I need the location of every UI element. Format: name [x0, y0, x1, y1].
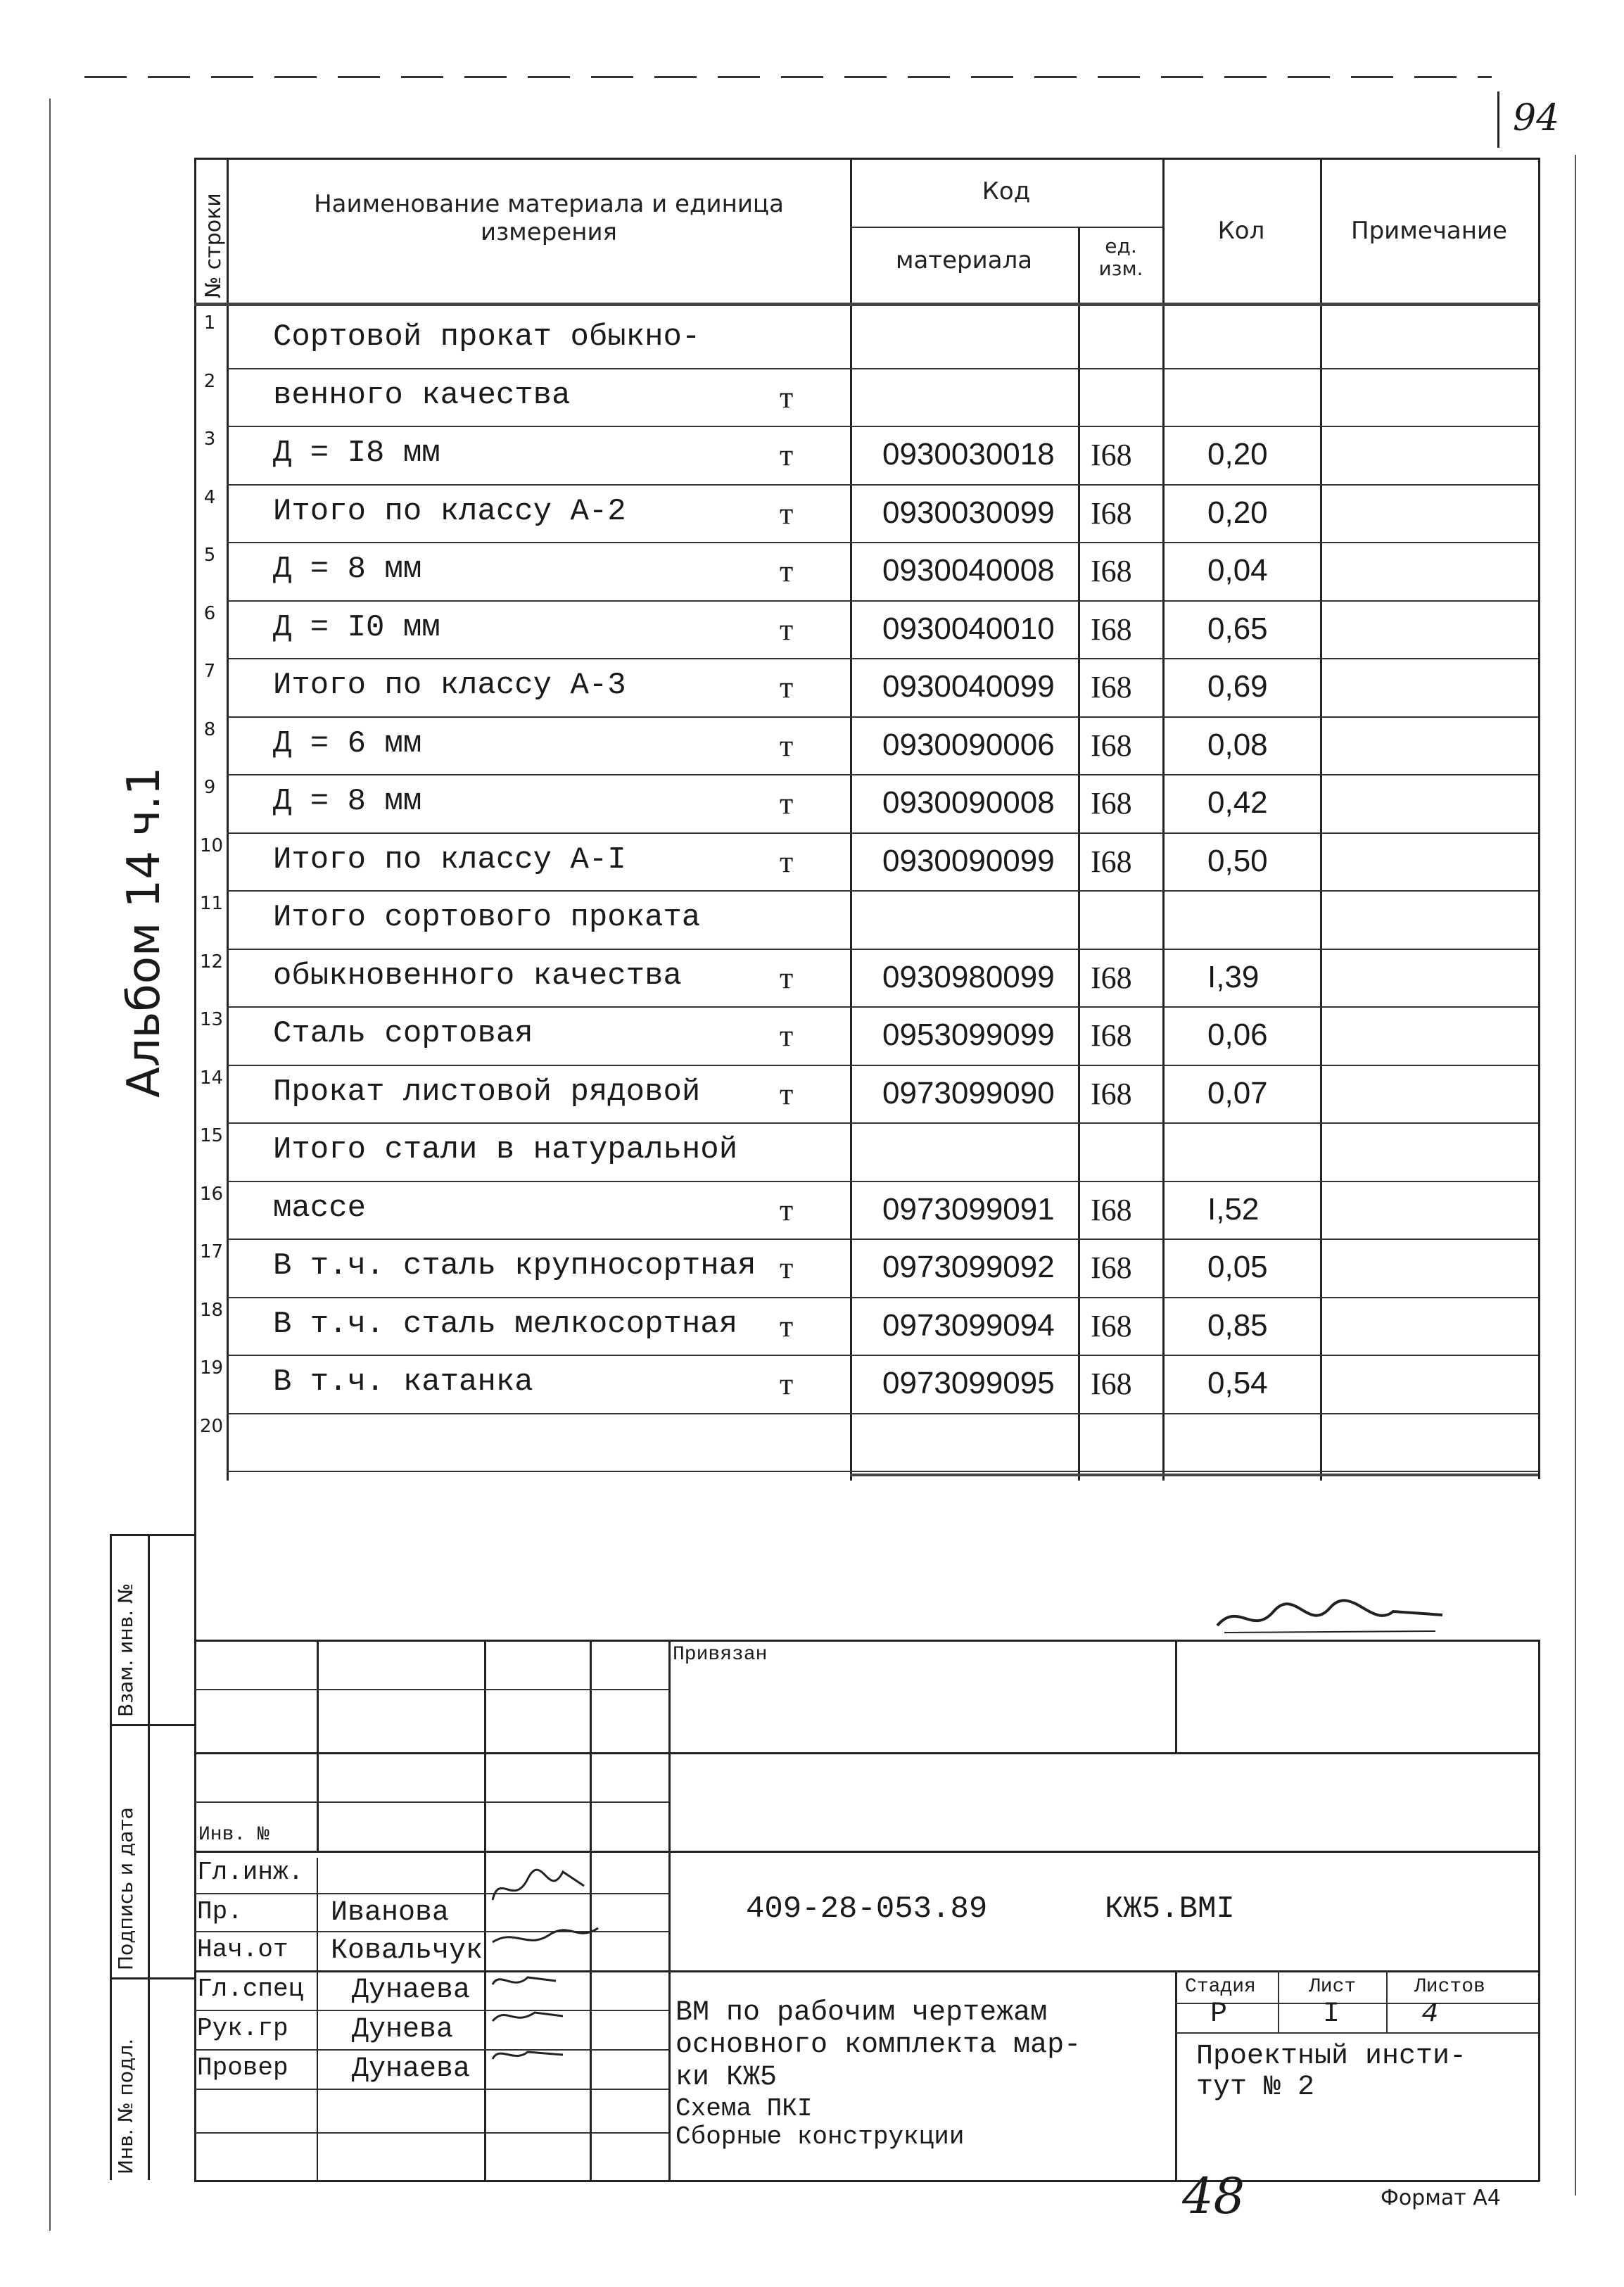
row-line	[227, 1065, 1538, 1066]
staff-role-1: Гл.инж.	[197, 1858, 304, 1887]
row-number: 7	[203, 661, 216, 682]
header-row-no: № строки	[201, 193, 226, 298]
code-divider	[1078, 227, 1080, 1481]
row-qty: 0,42	[1207, 785, 1268, 820]
top-right-signature	[1210, 1597, 1449, 1640]
row-ed: I68	[1091, 1367, 1132, 1401]
row-line	[227, 774, 1538, 775]
header-unit: ед. изм.	[1098, 234, 1143, 280]
row-ed: I68	[1091, 554, 1132, 588]
row-ed: I68	[1091, 438, 1132, 472]
row-qty: 0,07	[1207, 1075, 1268, 1110]
row-qty: 0,50	[1207, 843, 1268, 878]
row-ed: I68	[1091, 1192, 1132, 1227]
row-line	[227, 426, 1538, 427]
row-line	[227, 949, 1538, 950]
row-unit: т	[780, 728, 794, 763]
staff-line-b	[194, 1752, 1540, 1754]
row-ed: I68	[1091, 1308, 1132, 1343]
staff-line-g	[194, 1970, 1540, 1972]
staff-role-3: Нач.от	[197, 1935, 288, 1964]
row-code: 0953099099	[882, 1018, 1055, 1052]
row-code: 0930090008	[882, 785, 1055, 820]
row-code: 0930040099	[882, 669, 1055, 704]
row-line	[227, 600, 1538, 602]
staff-line-c	[194, 1801, 668, 1803]
row-name: Д = 8 мм	[273, 784, 422, 819]
row-qty: 0,65	[1207, 611, 1268, 646]
table-top-border	[194, 158, 1540, 160]
row-line	[227, 1413, 1538, 1414]
row-number: 16	[200, 1183, 224, 1205]
staff-line-d	[194, 1851, 1540, 1853]
row-line	[227, 658, 1538, 659]
header-name: Наименование материала и единица измерения	[314, 190, 784, 246]
header-code: Код	[982, 177, 1031, 205]
row-number: 6	[203, 602, 216, 624]
row-line	[227, 1297, 1538, 1298]
desc-line-2: основного комплекта мар-	[675, 2029, 1081, 2061]
row-line	[227, 1006, 1538, 1008]
header-material: материала	[895, 246, 1033, 274]
label-inv-replace: Взам. инв. №	[114, 1583, 137, 1717]
row-number: 19	[200, 1357, 224, 1379]
row-ed: I68	[1091, 1250, 1132, 1285]
top-dashed-border	[84, 76, 1492, 78]
row-qty: 0,20	[1207, 495, 1268, 530]
row-ed: I68	[1091, 960, 1132, 995]
row-unit: т	[780, 1308, 794, 1343]
row-ed: I68	[1091, 786, 1132, 821]
right-margin-line	[1575, 155, 1576, 2196]
stamp-row-3	[110, 1977, 194, 1979]
row-unit: т	[780, 495, 794, 531]
row-number: 12	[200, 951, 224, 973]
doc-code: 409-28-053.89	[746, 1892, 988, 1927]
stage-col-2	[1386, 1970, 1388, 2032]
row-qty: 0,06	[1207, 1018, 1268, 1052]
stage-left	[1175, 1970, 1177, 2180]
row-unit: т	[780, 786, 794, 821]
row-line	[227, 716, 1538, 718]
row-line	[227, 1355, 1538, 1356]
rownum-divider	[227, 158, 229, 1481]
row-unit: т	[780, 1076, 794, 1111]
row-name: Итого по классу А-2	[273, 493, 626, 529]
name-divider	[850, 158, 852, 1481]
sheets-value: 4	[1421, 1998, 1439, 2030]
sheet-value: I	[1323, 1998, 1340, 2030]
label-inv-orig: Инв. № подл.	[114, 2038, 137, 2174]
row-code: 0973099091	[882, 1191, 1055, 1227]
row-ed: I68	[1091, 495, 1132, 531]
row-code: 0930040010	[882, 611, 1055, 646]
staff-role-5: Рук.гр	[197, 2014, 288, 2043]
row-qty: 0,54	[1207, 1366, 1268, 1400]
row-name: Прокат листовой рядовой	[273, 1074, 701, 1110]
row-name: Итого сортового проката	[273, 900, 701, 935]
page-number-bar	[1497, 91, 1499, 148]
institute-line-2: тут № 2	[1196, 2072, 1315, 2103]
row-name: Д = I0 мм	[273, 609, 440, 645]
row-name: Д = 8 мм	[273, 552, 422, 587]
row-qty: 0,08	[1207, 727, 1268, 762]
header-qty: Кол	[1217, 217, 1265, 245]
lower-bottom-line	[194, 2180, 1540, 2182]
row-line	[227, 832, 1538, 834]
header-bottom-border	[194, 303, 1540, 306]
row-number: 9	[203, 777, 216, 798]
left-margin-line	[49, 99, 51, 2231]
stage-col-1	[1278, 1970, 1279, 2032]
staff-col-1	[317, 1640, 319, 1851]
row-code: 0973099092	[882, 1250, 1055, 1284]
row-line	[227, 368, 1538, 369]
staff-line-k	[194, 2132, 668, 2134]
row-number: 13	[200, 1009, 224, 1030]
staff-line-j	[194, 2089, 668, 2090]
row-qty: I,52	[1207, 1191, 1260, 1227]
label-sign-date: Подпись и дата	[114, 1807, 137, 1970]
row-line	[227, 890, 1538, 892]
institute-line-1: Проектный инсти-	[1196, 2041, 1467, 2072]
album-label: Альбом 14 ч.1	[118, 766, 170, 1098]
row-code: 0930090006	[882, 727, 1055, 762]
row-number: 1	[203, 312, 216, 334]
row-code: 0973099094	[882, 1307, 1055, 1343]
row-code: 0930090099	[882, 843, 1055, 878]
row-qty: 0,04	[1207, 553, 1268, 588]
table-left-border	[194, 158, 196, 2180]
row-ed: I68	[1091, 612, 1132, 647]
row-name: Итого по классу А-I	[273, 842, 626, 878]
row-name: массе	[273, 1190, 367, 1226]
row-qty: 0,20	[1207, 437, 1268, 471]
stage-header-line	[1175, 2003, 1538, 2004]
row-unit: т	[780, 554, 794, 588]
staff-name-5: Дунева	[352, 2014, 454, 2046]
sheet-label: Лист	[1309, 1976, 1357, 1998]
privyazan-label: Привязан	[673, 1644, 768, 1666]
stamp-col-mid	[148, 1534, 150, 2180]
desc-line-4: Схема ПКI	[675, 2094, 813, 2123]
row-ed: I68	[1091, 670, 1132, 704]
desc-line-1: ВМ по рабочим чертежам	[675, 1997, 1048, 2029]
table-bottom-border	[850, 1474, 1538, 1476]
row-line	[227, 1471, 1538, 1472]
row-name: Сортовой прокат обыкно-	[273, 319, 701, 355]
row-number: 11	[200, 893, 224, 914]
staff-role-2: Пр.	[197, 1897, 243, 1926]
row-qty: I,39	[1207, 959, 1260, 994]
staff-name-2: Иванова	[331, 1897, 450, 1929]
staff-name-6: Дунаева	[352, 2053, 471, 2085]
inv-no-label: Инв. №	[198, 1824, 269, 1846]
row-unit: т	[780, 960, 794, 995]
row-name: Сталь сортовая	[273, 1016, 533, 1051]
desc-line-3: ки КЖ5	[675, 2062, 778, 2093]
row-code: 0973099090	[882, 1075, 1055, 1110]
header-note: Примечание	[1351, 217, 1507, 245]
staff-col-4	[668, 1640, 671, 2180]
row-name: Итого стали в натуральной	[273, 1132, 738, 1167]
staff-role-6: Провер	[197, 2053, 288, 2082]
format-label: Формат А4	[1381, 2186, 1501, 2210]
bottom-page-number: 48	[1182, 2167, 1245, 2225]
row-line	[227, 1181, 1538, 1182]
sheets-label: Листов	[1414, 1976, 1485, 1998]
staff-name-3: Ковальчук	[331, 1935, 483, 1967]
stamp-col-left	[110, 1534, 112, 2180]
row-number: 15	[200, 1125, 224, 1146]
row-number: 2	[203, 370, 216, 392]
stage-value-line	[1175, 2032, 1538, 2034]
row-unit: т	[780, 670, 794, 704]
row-number: 18	[200, 1299, 224, 1321]
row-code: 0973099095	[882, 1366, 1055, 1400]
row-name: В т.ч. сталь мелкосортная	[273, 1306, 738, 1342]
row-number: 5	[203, 545, 216, 566]
row-number: 8	[203, 718, 216, 740]
row-number: 3	[203, 429, 216, 450]
row-unit: т	[780, 1367, 794, 1401]
row-number: 17	[200, 1241, 224, 1262]
doc-mark: КЖ5.ВМI	[1105, 1892, 1235, 1927]
row-line	[227, 484, 1538, 486]
stage-value: Р	[1210, 1998, 1228, 2030]
stamp-row-2	[110, 1724, 194, 1726]
row-line	[227, 1122, 1538, 1124]
lower-right-border	[1538, 1640, 1540, 2181]
staff-line-a	[194, 1689, 668, 1690]
row-unit: т	[780, 1250, 794, 1285]
stage-label: Стадия	[1185, 1976, 1256, 1998]
page-number: 94	[1513, 97, 1560, 139]
row-code: 0930030099	[882, 495, 1055, 530]
lower-top-line	[194, 1640, 1540, 1642]
staff-name-4: Дунаева	[352, 1975, 471, 2006]
table-right-border	[1538, 158, 1540, 1479]
row-code: 0930980099	[882, 959, 1055, 994]
row-qty: 0,05	[1207, 1250, 1268, 1284]
unit-divider	[1162, 158, 1165, 1481]
row-ed: I68	[1091, 1076, 1132, 1111]
row-name: В т.ч. катанка	[273, 1364, 533, 1400]
row-name: Д = 6 мм	[273, 726, 422, 761]
desc-line-5: Сборные конструкции	[675, 2122, 965, 2151]
row-ed: I68	[1091, 728, 1132, 763]
row-unit: т	[780, 1018, 794, 1053]
staff-role-4: Гл.спец	[197, 1975, 304, 2003]
row-number: 14	[200, 1067, 224, 1089]
row-ed: I68	[1091, 1018, 1132, 1053]
row-unit: т	[780, 612, 794, 647]
privyazan-right	[1175, 1640, 1177, 1752]
row-ed: I68	[1091, 844, 1132, 879]
row-unit: т	[780, 844, 794, 879]
row-name: В т.ч. сталь крупносортная	[273, 1248, 756, 1284]
stamp-row-1	[110, 1534, 194, 1536]
row-number: 20	[200, 1415, 224, 1437]
row-number: 10	[200, 835, 224, 856]
row-code: 0930030018	[882, 437, 1055, 471]
row-name: венного качества	[273, 377, 571, 413]
row-name: Д = I8 мм	[273, 436, 440, 471]
row-line	[227, 542, 1538, 543]
row-name: Итого по классу А-3	[273, 668, 626, 703]
signatures	[486, 1858, 626, 2069]
row-unit: т	[780, 1192, 794, 1227]
row-qty: 0,85	[1207, 1307, 1268, 1343]
row-unit: т	[780, 379, 794, 414]
row-code: 0930040008	[882, 553, 1055, 588]
row-unit: т	[780, 438, 794, 472]
row-line	[227, 1238, 1538, 1240]
qty-divider	[1320, 158, 1322, 1481]
row-number: 4	[203, 486, 216, 508]
row-qty: 0,69	[1207, 669, 1268, 704]
row-name: обыкновенного качества	[273, 958, 682, 994]
code-subheader-line	[850, 227, 1162, 228]
